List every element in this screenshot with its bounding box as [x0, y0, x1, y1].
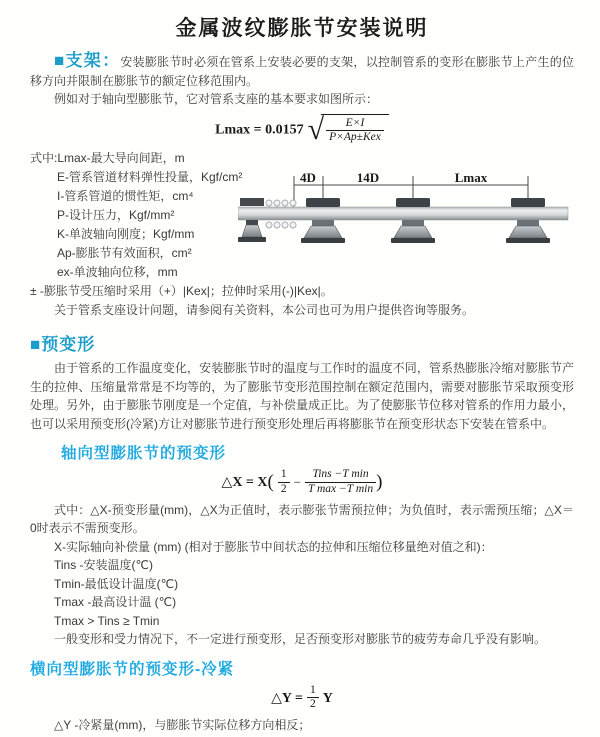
lateral-explain: △Y -冷紧量(mm)，与膨胀节实际位移方向相反；	[54, 718, 311, 733]
dimension-label-lmax: Lmax	[454, 170, 488, 186]
definition-line: P-设计压力，Kgf/mm²	[57, 208, 175, 223]
note-service: 关于管系支座设计问题，请参阅有关资料，本公司也可为用户提供咨询等服务。	[54, 302, 475, 317]
predeform-paragraph: 由于管系的工作温度变化，安装膨胀节时的温度与工作时的温度不同，管系热膨胀冷缩对膨胀节产生的拉伸、压缩量常常是不均等的，为了膨胀节变形范围控制在额定范围内，需要对膨胀节采取预变形处理。另外，由于膨胀节刚度是一个定值，与补偿量成正比。为了使膨胀节位移对管系的作用力最小，也可以采用预变形(冷紧)方让对膨胀节进行预变形处理后再将膨胀节在预变形状态下安装在管系中。	[30, 361, 574, 431]
dimension-label-4d: 4D	[300, 170, 316, 186]
formula-lmax-fraction	[326, 117, 384, 146]
formula-lateral-numerator: 1	[307, 684, 319, 699]
formula-lateral-denominator: 2	[309, 698, 316, 711]
axial-subheading: 轴向型膨胀节的预变形	[61, 445, 227, 463]
formula-lmax-radicand	[321, 114, 389, 146]
support-intro-text: 安装膨胀节时必须在管系上安装必要的支架，以控制管系的变形在膨胀节上产生的位移方向并限制在膨胀节的额定位移范围内。	[30, 55, 574, 88]
radical-sign: √	[307, 112, 325, 146]
formula-lmax-sqrt	[308, 114, 389, 146]
formula-lateral-rhs: Y	[322, 690, 333, 706]
formula-lateral-fraction	[307, 684, 319, 713]
axial-line-x: X-实际轴向补偿量 (mm) (相对于膨胀节中间状态的拉伸和压缩位移量绝对值之和)：	[54, 539, 493, 554]
definition-line: Ap-膨胀节有效面积，cm²	[57, 246, 192, 261]
guide-support	[391, 198, 435, 243]
formula-lmax-denominator: P×Ap±Kex	[329, 131, 381, 144]
definition-line: I-管系管道的惯性矩，cm⁴	[57, 189, 194, 204]
axial-line-tins: Tins -安装温度(℃)	[54, 558, 154, 573]
formula-lmax	[30, 114, 574, 146]
formula-lateral-lhs: △Y =	[271, 690, 303, 706]
axial-explain: 式中：△X-预变形量(mm)，△X为正值时，表示膨张节需预拉伸；为负值时，表示需预压缩；△X＝0时表示不需预变形。	[30, 502, 574, 536]
formula-lmax-numerator: E×I	[326, 117, 384, 132]
formula-axial-half-numerator: 1	[278, 468, 290, 483]
axial-line-tmin: Tmin-最低设计温度(℃)	[54, 576, 179, 591]
axial-line-tmax: Tmax -最高设计温 (℃)	[54, 595, 177, 610]
formula-axial-lhs: △X = X	[221, 475, 268, 491]
definition-line: 式中:Lmax-最大导向间距，m	[30, 151, 185, 166]
guide-support	[301, 198, 345, 243]
definition-line: K-单波轴向刚度；Kgf/mm	[57, 227, 195, 242]
pipe	[238, 207, 568, 220]
dimension-label-14d: 14D	[356, 170, 380, 186]
definition-line: ex-单波轴向位移，mm	[57, 265, 178, 280]
support-intro-paragraph	[30, 52, 574, 90]
predeform-section-heading: ■预变形	[30, 335, 96, 355]
formula-lmax-lhs: Lmax = 0.0157	[215, 121, 304, 137]
support-example-line: 例如对于轴向型膨胀节，它对管系支座的基本要求如图所示：	[54, 92, 379, 106]
formula-axial-half-fraction	[278, 468, 290, 497]
definitions-and-diagram	[30, 149, 574, 282]
pipe-support-diagram	[238, 169, 590, 265]
axial-line-inequality: Tmax > Tins ≥ Tmin	[54, 613, 160, 628]
formula-axial	[30, 468, 574, 497]
note-plus-minus: ± -膨胀节受压缩时采用（+）|Kex|；拉伸时采用(-)|Kex|。	[30, 284, 333, 299]
page-title: 金属波纹膨胀节安装说明	[175, 17, 429, 40]
formula-axial-right-paren: )	[376, 471, 383, 493]
formula-axial-left-paren: (	[267, 471, 274, 493]
support-section-heading: ■支架：	[54, 51, 121, 70]
formula-lateral	[30, 684, 574, 713]
formula-axial-half-denominator: 2	[280, 482, 287, 495]
formula-axial-minus: −	[293, 474, 301, 490]
formula-axial-temp-denominator: T max −T min	[307, 482, 374, 495]
definition-line: E-管系管道材料弹性投量，Kgf/cm²	[57, 170, 243, 185]
axial-line-note: 一般变形和受力情况下，不一定进行预变形，足否预变形对膨胀节的疲劳寿命几乎没有影响。	[54, 632, 547, 647]
lateral-subheading: 横向型膨胀节的预变形-冷紧	[30, 660, 235, 678]
formula-axial-temp-fraction	[305, 468, 376, 497]
guide-support	[506, 198, 550, 243]
formula-axial-temp-numerator: Tins −T min	[305, 468, 376, 483]
